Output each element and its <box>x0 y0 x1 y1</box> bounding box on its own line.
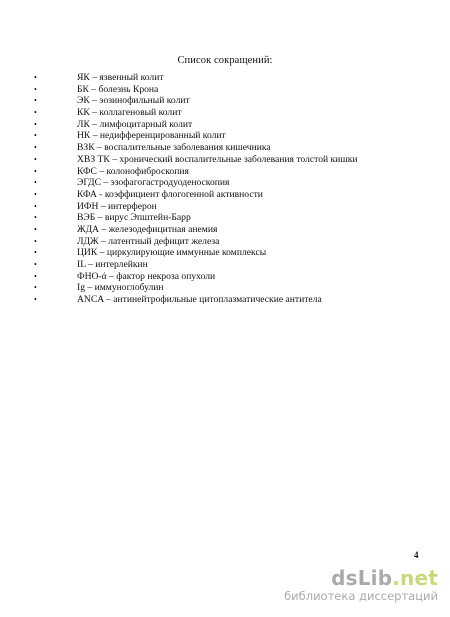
bullet-icon: • <box>34 260 37 269</box>
abbreviation-entry: КК – коллагеновый колит <box>77 107 182 119</box>
abbreviation-entry: ФНО-ά – фактор некроза опухоли <box>77 270 216 282</box>
abbreviation-entry: НК – недифференцированный колит <box>77 130 226 142</box>
abbreviation-entry: ВЗК – воспалительные заболевания кишечника <box>77 142 271 154</box>
abbreviation-entry: ANCA – антинейтрофильные цитоплазматические антитела <box>77 294 322 306</box>
bullet-icon: • <box>34 271 37 281</box>
bullet-icon: • <box>34 73 37 82</box>
abbreviation-entry: ВЭБ – вирус Эпштейн-Барр <box>77 212 191 224</box>
bullet-icon: • <box>34 295 37 305</box>
abbreviation-entry: ЯК – язвенный колит <box>77 72 164 83</box>
bullet-icon: • <box>34 154 37 164</box>
bullet-icon: • <box>34 131 37 141</box>
bullet-icon: • <box>34 166 37 176</box>
bullet-icon: • <box>34 213 37 223</box>
abbreviation-entry: Ig – иммуноглобулин <box>77 282 164 294</box>
bullet-icon: • <box>34 224 37 234</box>
abbreviation-entry: БК – болезнь Крона <box>77 83 159 95</box>
bullet-icon: • <box>34 108 37 118</box>
abbreviation-entry: ЖДА – железодефицитная анемия <box>77 223 218 235</box>
abbreviation-entry: ЭК – эозинофильный колит <box>77 95 190 107</box>
watermark-logo-suffix: .net <box>392 566 438 590</box>
abbreviation-entry: ЛДЖ – латентный дефицит железа <box>77 235 220 247</box>
abbreviation-entry: ИФН – интерферон <box>77 200 157 212</box>
bullet-icon: • <box>34 189 37 199</box>
bullet-icon: • <box>34 178 37 188</box>
abbreviation-entry: ЭГДС – эзофагогастродуоденоскопия <box>77 177 230 189</box>
page-title: Список сокращений: <box>177 55 273 66</box>
watermark-subtitle: библиотека диссертаций <box>284 589 438 603</box>
bullet-icon: • <box>34 201 37 211</box>
abbreviation-entry: КФА - коэффициент флогогенной активности <box>77 188 263 200</box>
bullet-icon: • <box>34 248 37 258</box>
abbreviation-entry: IL – интерлейкин <box>77 259 148 270</box>
bullet-icon: • <box>34 143 37 153</box>
abbreviation-entry: ЦИК – циркулирующие иммунные комплексы <box>77 247 267 259</box>
bullet-icon: • <box>34 84 37 94</box>
abbreviation-entry: ХВЗ ТК – хронический воспалительные заболевания толстой кишки <box>77 153 358 165</box>
bullet-icon: • <box>34 236 37 246</box>
abbreviation-entry: КФС – колонофиброскопия <box>77 165 189 177</box>
bullet-icon: • <box>34 119 37 129</box>
watermark <box>284 567 438 603</box>
bullet-icon: • <box>34 283 37 293</box>
bullet-icon: • <box>34 96 37 106</box>
abbreviation-entry: ЛК – лимфоцитарный колит <box>77 118 193 130</box>
page-number: 4 <box>414 550 419 560</box>
watermark-logo-main: dsLib <box>331 566 393 590</box>
watermark-logo <box>284 567 438 589</box>
